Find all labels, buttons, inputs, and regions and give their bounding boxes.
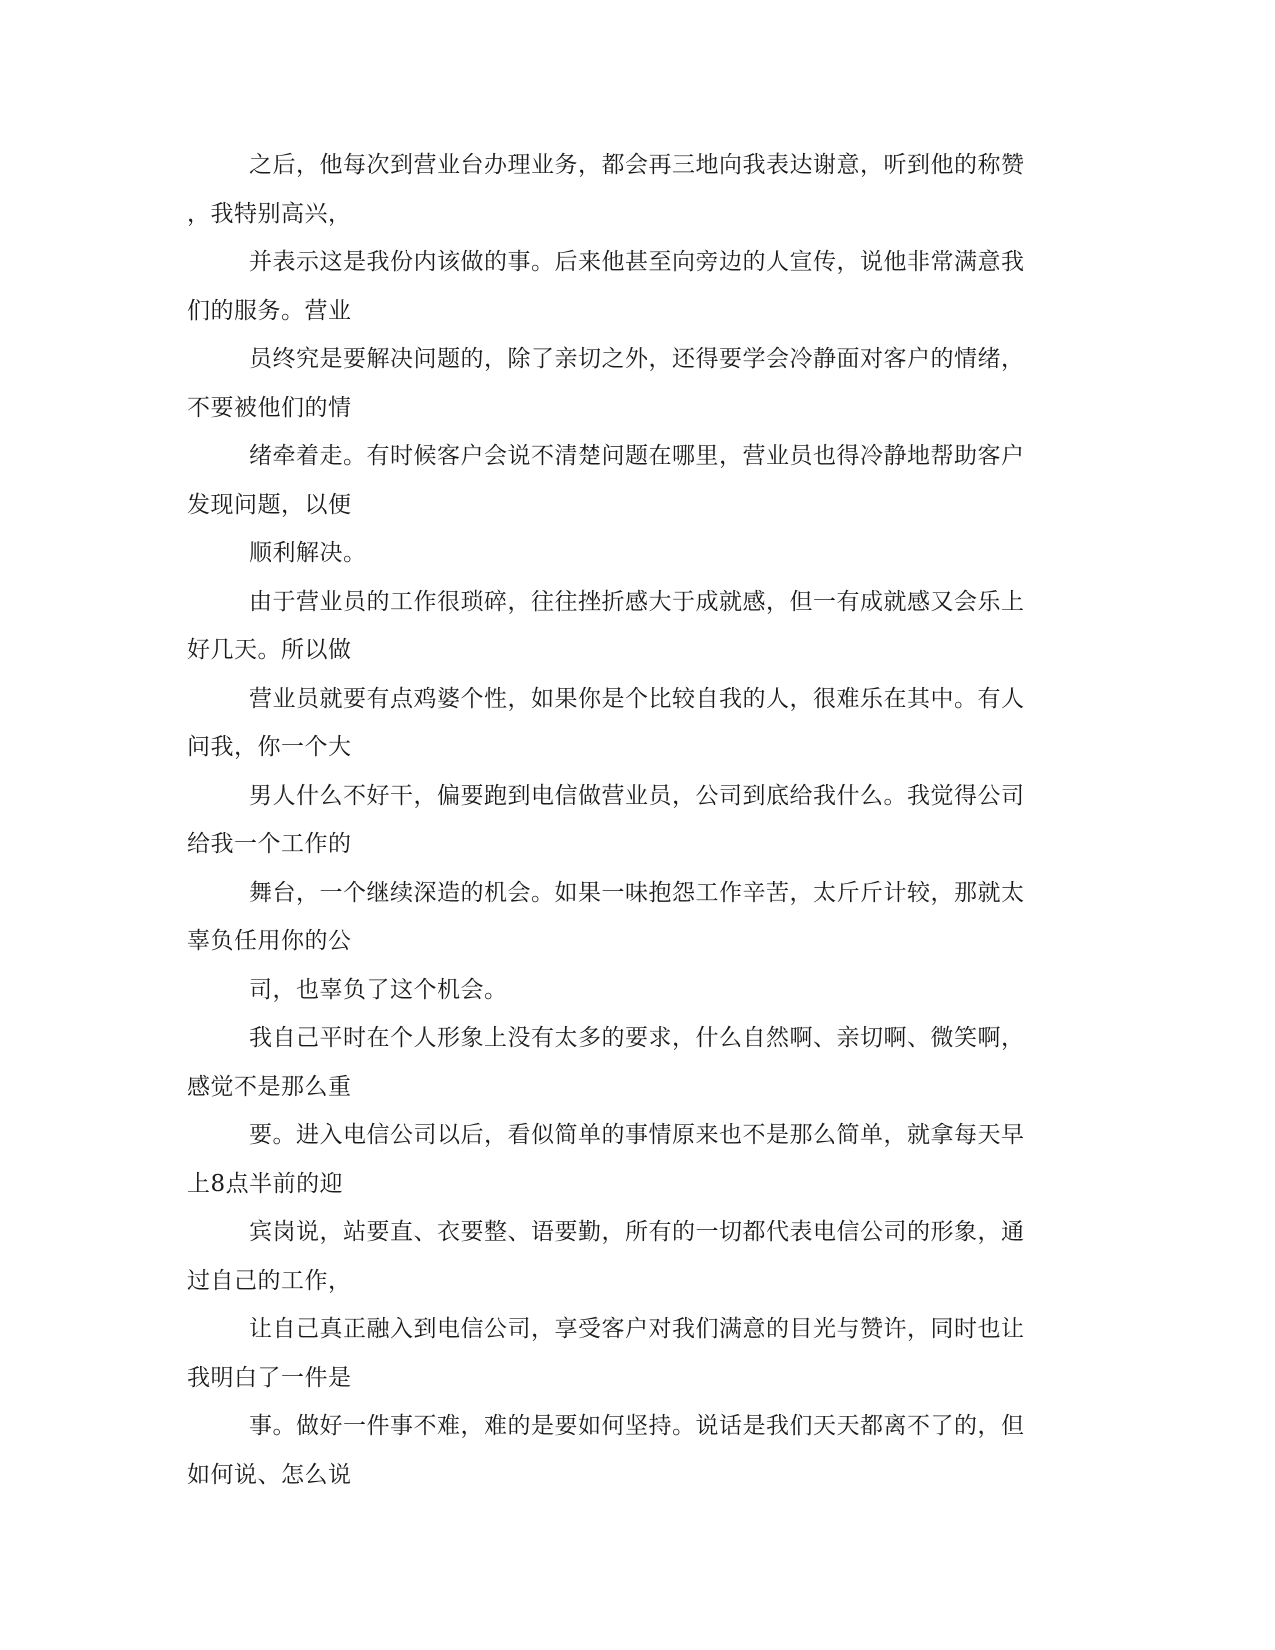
paragraph bbox=[187, 529, 1075, 578]
paragraph-first-line: 由于营业员的工作很琐碎，往往挫折感大于成就感，但一有成就感又会乐上 bbox=[249, 588, 1025, 615]
paragraph bbox=[187, 1111, 1075, 1208]
paragraph-first-line: 要。进入电信公司以后，看似简单的事情原来也不是那么简单，就拿每天早 bbox=[249, 1122, 1025, 1148]
paragraph-first-line: 顺利解决。 bbox=[249, 540, 367, 566]
paragraph bbox=[187, 238, 1075, 335]
paragraph bbox=[187, 335, 1075, 432]
paragraph-continuation-line: 感觉不是那么重 bbox=[187, 1073, 352, 1100]
paragraph-first-line: 宾岗说，站要直、衣要整、语要勤，所有的一切都代表电信公司的形象，通 bbox=[249, 1219, 1025, 1245]
paragraph-continuation-line: 不要被他们的情 bbox=[187, 394, 352, 421]
paragraph-first-line: 我自己平时在个人形象上没有太多的要求，什么自然啊、亲切啊、微笑啊， bbox=[249, 1025, 1025, 1051]
paragraph-first-line: 舞台，一个继续深造的机会。如果一味抱怨工作辛苦，太斤斤计较，那就太 bbox=[249, 879, 1025, 906]
paragraph bbox=[187, 1014, 1075, 1111]
paragraph bbox=[187, 432, 1075, 529]
paragraph-first-line: 司，也辜负了这个机会。 bbox=[249, 976, 508, 1003]
paragraph-first-line: 之后，他每次到营业台办理业务，都会再三地向我表达谢意，听到他的称赞 bbox=[249, 152, 1025, 178]
paragraph-continuation-line: 过自己的工作， bbox=[187, 1267, 352, 1294]
paragraph bbox=[187, 772, 1075, 869]
paragraph-continuation-line: 给我一个工作的 bbox=[187, 831, 352, 857]
paragraph-first-line: 男人什么不好干，偏要跑到电信做营业员，公司到底给我什么。我觉得公司 bbox=[249, 782, 1025, 809]
paragraph-continuation-line: ，我特别高兴， bbox=[187, 200, 352, 227]
paragraph-continuation-line: 如何说、怎么说 bbox=[187, 1461, 352, 1488]
document-body bbox=[187, 141, 1075, 1499]
paragraph-first-line: 员终究是要解决问题的，除了亲切之外，还得要学会冷静面对客户的情绪， bbox=[249, 346, 1025, 372]
paragraph bbox=[187, 675, 1075, 772]
paragraph bbox=[187, 1402, 1075, 1499]
paragraph bbox=[187, 966, 1075, 1015]
paragraph-first-line: 让自己真正融入到电信公司，享受客户对我们满意的目光与赞许，同时也让 bbox=[249, 1316, 1025, 1342]
paragraph-first-line: 事。做好一件事不难，难的是要如何坚持。说话是我们天天都离不了的，但 bbox=[249, 1413, 1025, 1439]
paragraph-continuation-line: 们的服务。营业 bbox=[187, 297, 352, 324]
paragraph-continuation-line: 问我，你一个大 bbox=[187, 734, 352, 760]
paragraph bbox=[187, 1208, 1075, 1305]
paragraph bbox=[187, 869, 1075, 966]
paragraph bbox=[187, 578, 1075, 675]
paragraph bbox=[187, 1305, 1075, 1402]
paragraph-continuation-line: 好几天。所以做 bbox=[187, 637, 352, 663]
paragraph-first-line: 并表示这是我份内该做的事。后来他甚至向旁边的人宣传，说他非常满意我 bbox=[249, 249, 1025, 275]
paragraph-first-line: 营业员就要有点鸡婆个性，如果你是个比较自我的人，很难乐在其中。有人 bbox=[249, 685, 1025, 712]
paragraph-continuation-line: 我明白了一件是 bbox=[187, 1364, 352, 1391]
paragraph-first-line: 绪牵着走。有时候客户会说不清楚问题在哪里，营业员也得冷静地帮助客户 bbox=[249, 443, 1025, 469]
paragraph bbox=[187, 141, 1075, 238]
paragraph-continuation-line: 发现问题，以便 bbox=[187, 491, 352, 518]
paragraph-continuation-line: 上8点半前的迎 bbox=[187, 1170, 344, 1197]
paragraph-continuation-line: 辜负任用你的公 bbox=[187, 928, 352, 954]
